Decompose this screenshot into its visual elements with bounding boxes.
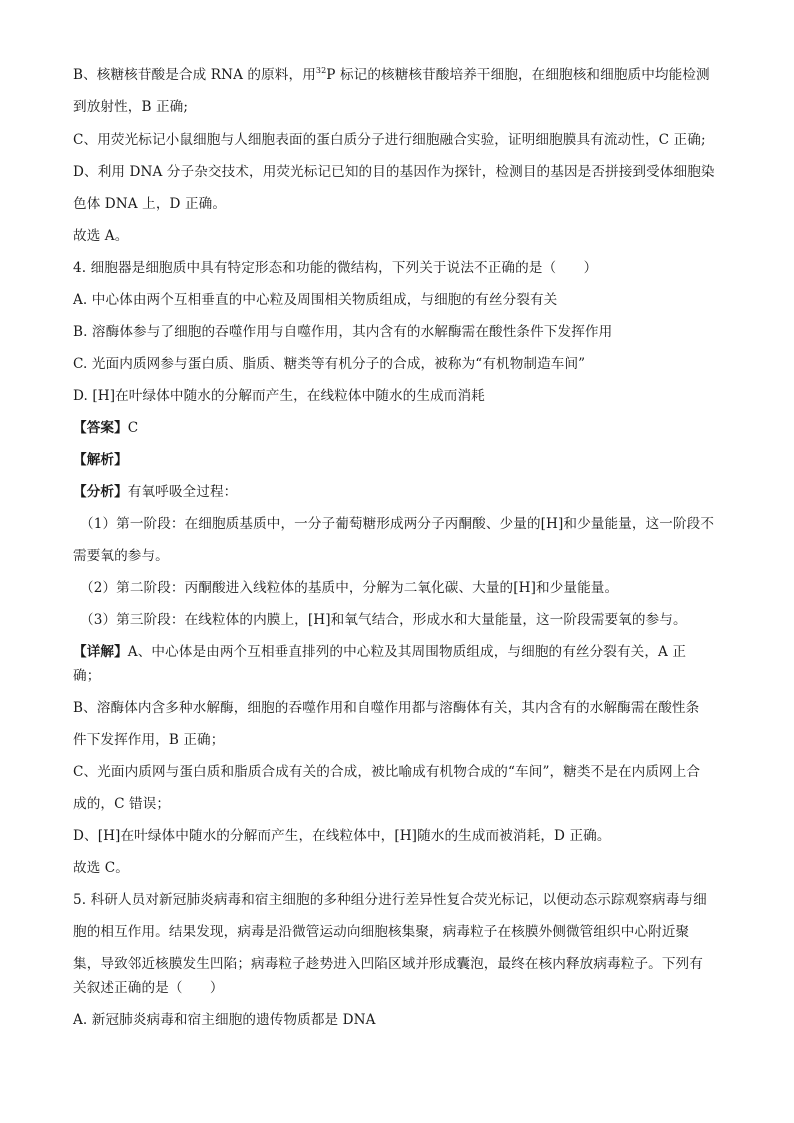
prev-b-text-pre: B、核糖核苷酸是合成 RNA 的原料，用 <box>73 67 316 83</box>
q4-option-d: D. [H]在叶绿体中随水的分解而产生，在线粒体中随水的生成而消耗 <box>73 388 485 404</box>
prev-conclusion: 故选 A。 <box>73 228 129 244</box>
prev-b-line1 <box>73 66 733 84</box>
q4-stem: 4. 细胞器是细胞质中具有特定形态和功能的微结构，下列关于说法不正确的是（ ） <box>73 260 598 276</box>
q4-conclusion: 故选 C。 <box>73 860 130 876</box>
q4-detail-b-line1: B、溶酶体内含多种水解酶，细胞的吞噬作用和自噬作用都与溶酶体有关，其内含有的水解酶需在酸性条 <box>73 700 700 716</box>
analysis-tag: 【解析】 <box>73 452 128 468</box>
q4-detail-b-line2: 件下发挥作用，B 正确； <box>73 732 225 748</box>
q4-detail-c-line2: 成的，C 错误； <box>73 796 171 812</box>
q5-stem-line3: 集，导致邻近核膜发生凹陷；病毒粒子趁势进入凹陷区域并形成囊泡，最终在核内释放病毒粒子。下列有 <box>73 956 703 972</box>
prev-c-line: C、用荧光标记小鼠细胞与人细胞表面的蛋白质分子进行细胞融合实验，证明细胞膜具有流动性，C 正确; <box>73 132 706 148</box>
q4-detail-c-line1: C、光面内质网与蛋白质和脂质合成有关的合成，被比喻成有机物合成的“车间”，糖类不是在内质网上合 <box>73 764 701 780</box>
answer-tag: 【答案】 <box>73 420 128 436</box>
q4-option-b: B. 溶酶体参与了细胞的吞噬作用与自噬作用，其内含有的水解酶需在酸性条件下发挥作用 <box>73 324 613 340</box>
prev-d-line1: D、利用 DNA 分子杂交技术，用荧光标记已知的目的基因作为探针，检测目的基因是否拼接到受体细胞染 <box>73 164 715 180</box>
q4-option-c: C. 光面内质网参与蛋白质、脂质、糖类等有机分子的合成，被称为“有机物制造车间” <box>73 356 586 372</box>
q5-stem-line2: 胞的相互作用。结果发现，病毒是沿微管运动向细胞核集聚，病毒粒子在核膜外侧微管组织中心附近聚 <box>73 924 690 940</box>
q4-detail-a-line2: 确； <box>73 668 101 684</box>
q4-detail-d: D、[H]在叶绿体中随水的分解而产生，在线粒体中，[H]随水的生成而被消耗，D 正确。 <box>73 828 611 844</box>
stage2-line: （2）第二阶段：丙酮酸进入线粒体的基质中，分解为二氧化碳、大量的[H]和少量能量。 <box>80 580 619 596</box>
prev-d-line2: 色体 DNA 上，D 正确。 <box>73 196 227 212</box>
prev-b-line2: 到放射性，B 正确; <box>73 99 189 115</box>
detail-a-text: A、中心体是由两个互相垂直排列的中心粒及其周围物质组成，与细胞的有丝分裂有关，A 正 <box>127 644 687 660</box>
stage1-line1: （1）第一阶段：在细胞质基质中，一分子葡萄糖形成两分子丙酮酸、少量的[H]和少量能量，这一阶段不 <box>80 516 715 532</box>
q4-detail-a-line1 <box>73 643 733 661</box>
fenxi-text: 有氧呼吸全过程： <box>127 484 238 500</box>
q5-option-a: A. 新冠肺炎病毒和宿主细胞的遗传物质都是 DNA <box>73 1012 376 1028</box>
q4-fenxi <box>73 483 733 501</box>
q5-stem-line4: 关叙述正确的是（ ） <box>73 980 224 996</box>
stage3-line: （3）第三阶段：在线粒体的内膜上，[H]和氧气结合，形成水和大量能量，这一阶段需要氧的参与。 <box>80 612 687 628</box>
q5-stem-line1: 5. 科研人员对新冠肺炎病毒和宿主细胞的多种组分进行差异性复合荧光标记，以便动态示踪观察病毒与细 <box>73 892 707 908</box>
fenxi-tag: 【分析】 <box>73 484 128 500</box>
stage1-line2: 需要氧的参与。 <box>73 548 169 564</box>
q4-answer <box>73 419 733 437</box>
prev-b-text-post: P 标记的核糖核苷酸培养干细胞，在细胞核和细胞质中均能检测 <box>326 67 710 83</box>
answer-value: C <box>127 420 139 436</box>
isotope-superscript: 32 <box>315 66 327 75</box>
q4-option-a: A. 中心体由两个互相垂直的中心粒及周围相关物质组成，与细胞的有丝分裂有关 <box>73 292 558 308</box>
detail-tag: 【详解】 <box>73 644 128 660</box>
